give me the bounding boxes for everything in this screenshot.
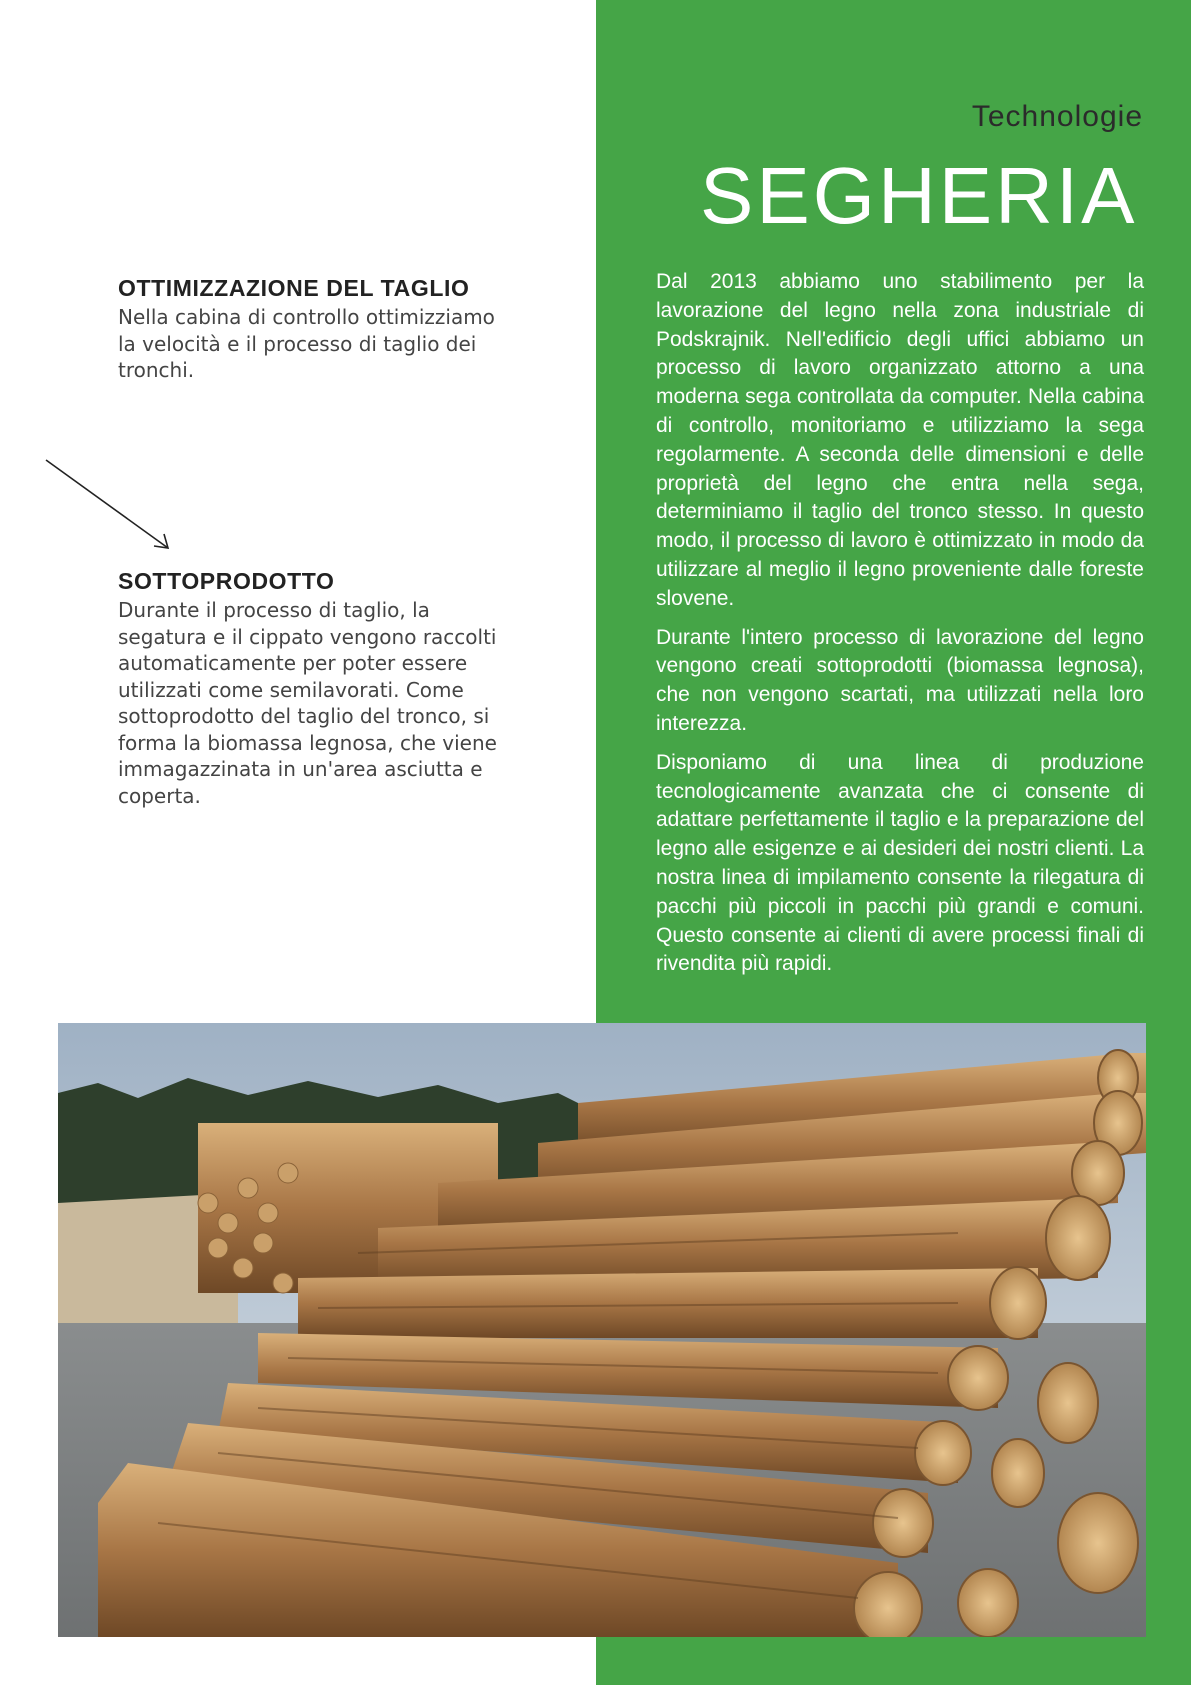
- optimization-text: Nella cabina di controllo ottimizziamo la velocità e il processo di taglio dei tronchi.: [118, 305, 495, 382]
- paragraph-3: Disponiamo di una linea di produzione tecnologicamente avanzata che ci consente di adattare perfettamente il taglio e la preparazione del legno alle esigenze e ai desideri dei nostri clienti. La nostra linea di impilamento consente la rilegatura di pacchi più piccoli in pacchi più grandi e comuni. Questo consente ai clienti di avere processi finali di rivendita più rapidi.: [656, 750, 1144, 976]
- byproduct-text: Durante il processo di taglio, la segatura e il cippato vengono raccolti automaticamente per poter essere utilizzati come semilavorati. Come sottoprodotto del taglio del tronco, si forma la biomassa legnosa, che viene immagazzinata in un'area asciutta e coperta.: [118, 598, 497, 808]
- byproduct-heading: SOTTOPRODOTTO: [118, 568, 335, 594]
- log-pile-photo: [58, 1023, 1146, 1637]
- optimization-heading: OTTIMIZZAZIONE DEL TAGLIO: [118, 275, 470, 301]
- page-title: SEGHERIA: [700, 151, 1138, 240]
- arrow-icon: [44, 458, 174, 554]
- section-eyebrow: Technologie: [971, 100, 1143, 133]
- optimization-block: [118, 275, 508, 384]
- paragraph-2: Durante l'intero processo di lavorazione del legno vengono creati sottoprodotti (biomassa legnosa), che non vengono scartati, ma utilizzati nella loro interezza.: [656, 625, 1144, 735]
- byproduct-block: [118, 568, 508, 809]
- intro-text: [656, 268, 1144, 989]
- paragraph-1: Dal 2013 abbiamo uno stabilimento per la lavorazione del legno nella zona industriale di Podskrajnik. Nell'edificio degli uffici abbiamo un processo di lavoro organizzato attorno a una moderna sega controllata da computer. Nella cabina di controllo, monitoriamo e utilizziamo la sega regolarmente. A seconda delle dimensioni e delle proprietà del legno che entra nella sega, determiniamo il taglio del tronco stesso. In questo modo, il processo di lavoro è ottimizzato in modo da utilizzare al meglio il legno proveniente dalle foreste slovene.: [656, 270, 1144, 610]
